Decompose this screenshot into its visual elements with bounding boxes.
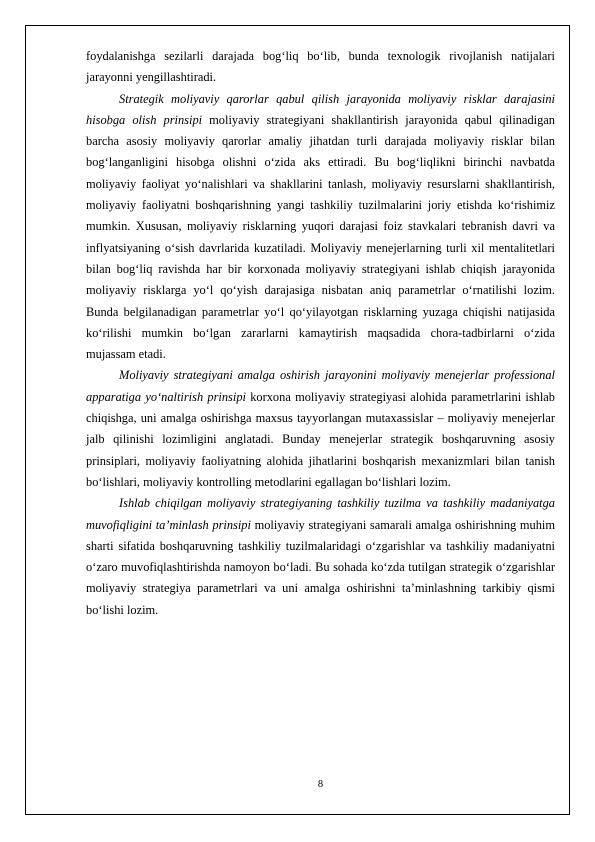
paragraph-text: korxona moliyaviy strategiyasi alohida parametrlarini ishlab chiqishga, uni amalga oshirishga maxsus tayyorlangan mutaxassislar – moliyaviy menejerlar jalb qilinishi lozimligini anglatadi. Bunday menejerlar strategik boshqaruvning asosiy prinsiplari, moliyaviy faoliyatning alohida jihatlarini boshqarish mexanizmlari bilan tanish bo‘lishlari, moliyaviy kontrolling metodlarini egallagan bo‘lishlari lozim. [86,389,556,489]
paragraph-italic-lead: Moliyaviy strategiyani amalga oshirish jarayonini moliyaviy menejerlar professional apparatiga yo‘naltirish prinsipi [86,368,555,404]
paragraph-text: foydalanishga sezilarli darajada bog‘liq bo‘lib, bunda texnologik rivojlanish natijalari jarayonni yengillashtiradi. [86,49,555,85]
page-number: 8 [317,779,324,790]
paragraph-continuation [86,46,555,89]
document-body [86,46,555,621]
paragraph-text: moliyaviy strategiyani shakllantirish jarayonida qabul qilinadigan barcha asosiy moliyaviy qarorlar amaliy jihatdan turli darajada moliyaviy risklar bilan bog‘langanligini hisobga olishni o‘zida aks ettiradi. Bu bog‘liqlikni birinchi navbatda moliyaviy faoliyat yo‘nalishlari va shakllarini tanlash, moliyaviy resurslarni shakllantirish, moliyaviy faoliyatni boshqarishning yangi tashkiliy tuzilmalarini joriy etishda ko‘rishimiz mumkin. Xususan, moliyaviy risklarning yuqori darajasi foiz stavkalari tebranish davri va inflyatsiyaning o‘sish davrlarida kuzatiladi. Moliyaviy menejerlarning turli xil mentalitetlari bilan bog‘liq ravishda har bir korxonada moliyaviy strategiyani ishlab chiqish jarayonida moliyaviy risklarga yo‘l qo‘yish darajasiga nisbatan aniq parametrlar o‘rnatilishi lozim. Bunda belgilanadigan parametrlar yo‘l qo‘yilayotgan risklarning yuzaga chiqishi natijasida ko‘rilishi mumkin bo‘lgan zararlarni kamaytirish maqsadida chora-tadbirlarni o‘zida mujassam etadi. [86,112,555,362]
page-number-footer [23,779,595,790]
paragraph-structure-principle [86,493,555,621]
paragraph-text: moliyaviy strategiyani samarali amalga oshirishning muhim sharti sifatida boshqaruvning tashkiliy tuzilmalaridagi o‘zgarishlar va tashkiliy madaniyatni o‘zaro muvofiqlashtirishda namoyon bo‘ladi. Bu sohada ko‘zda tutilgan strategik o‘zgarishlar moliyaviy strategiya parametrlari va uni amalga oshirishni ta’minlashning tarkibiy qismi bo‘lishi lozim. [86,517,555,617]
paragraph-italic-lead: Strategik moliyaviy qarorlar qabul qilish jarayonida moliyaviy risklar darajasini hisobga olish prinsipi [86,91,555,127]
paragraph-risk-principle [86,89,555,366]
paragraph-professional-principle [86,365,555,493]
paragraph-italic-lead: Ishlab chiqilgan moliyaviy strategiyaning tashkiliy tuzilma va tashkiliy madaniyatga muvofiqligini ta’minlash prinsipi [86,496,555,532]
